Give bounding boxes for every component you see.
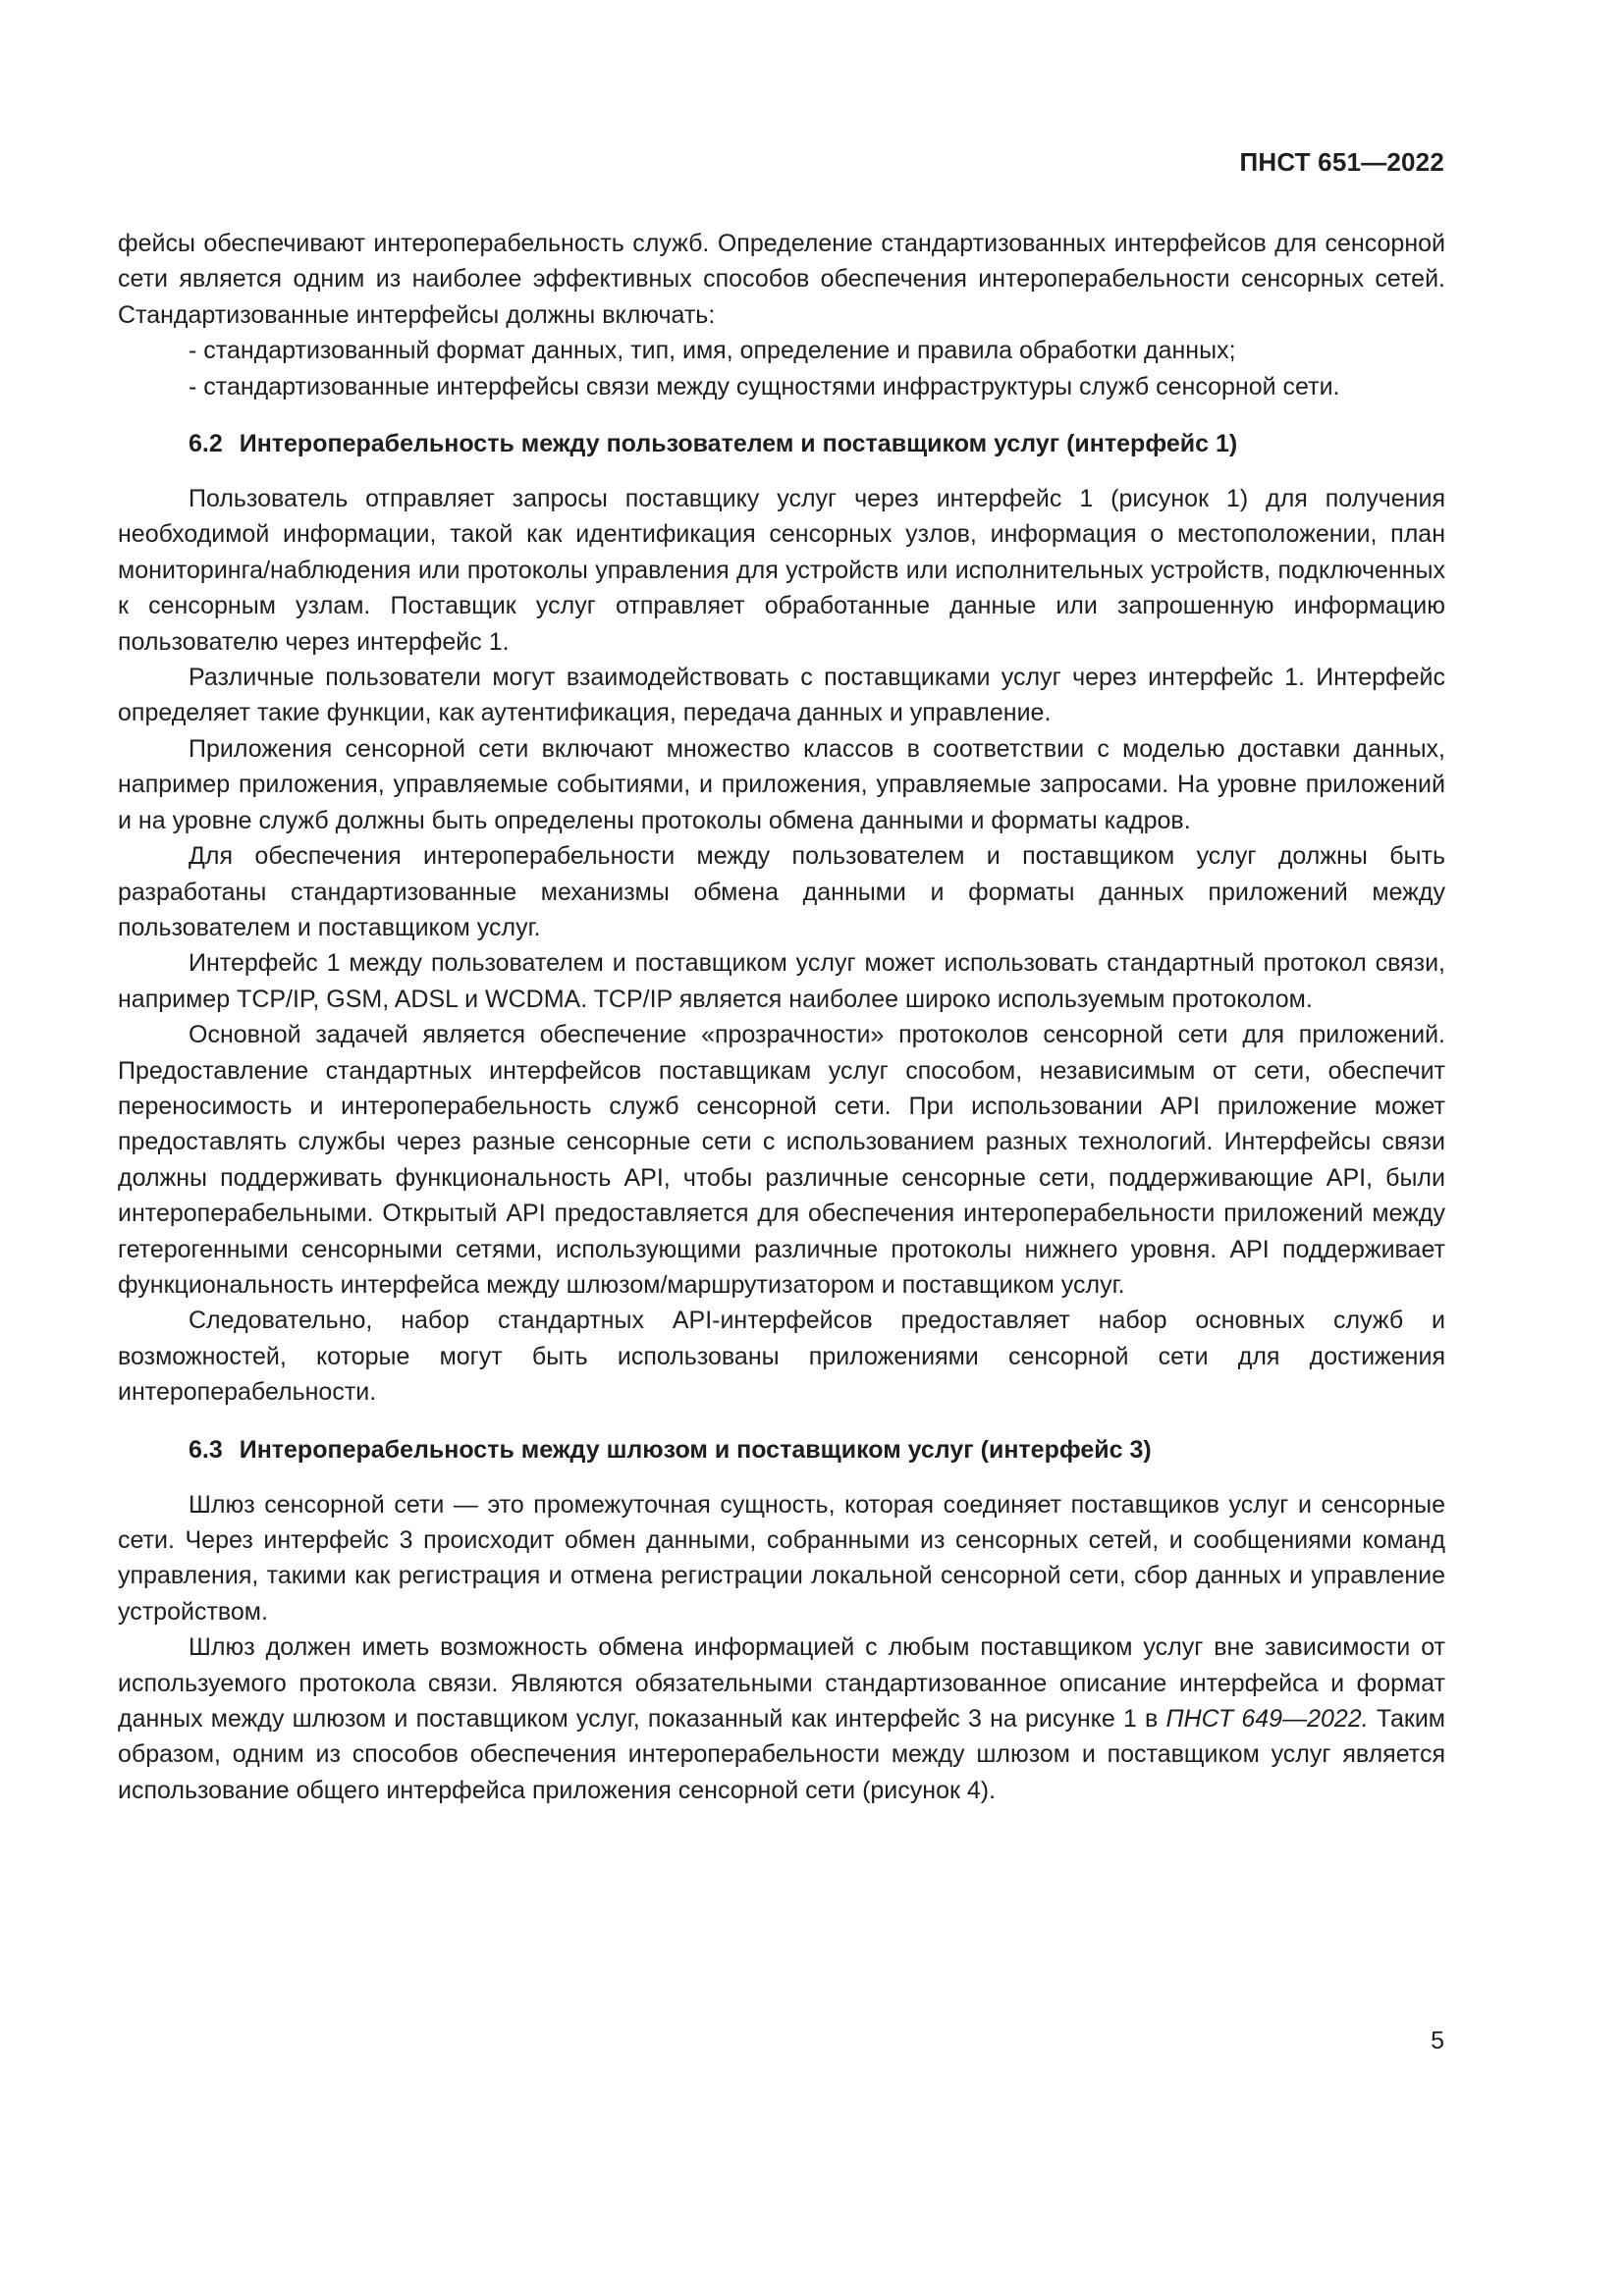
bullet-item: - стандартизованные интерфейсы связи между сущностями инфраструктуры служб сенсорной сети. — [189, 372, 1340, 400]
body-paragraph: Шлюз сенсорной сети — это промежуточная сущность, которая соединяет поставщиков услуг и сенсорные сети. Через интерфейс 3 происходит обмен данными, собранными из сенсорных сетей, и сообщениями команд управления, такими как регистрация и отмена регистрации локальной сенсорной сети, сбор данных и управление устройством. — [118, 1490, 1445, 1626]
intro-paragraph: фейсы обеспечивают интероперабельность служб. Определение стандартизованных интерфейсов для сенсорной сети является одним из наиболее эффективных способов обеспечения интероперабельности сенсорных сетей. Стандартизованные интерфейсы должны включать: — [118, 230, 1445, 329]
body-paragraph: Следовательно, набор стандартных API-интерфейсов предоставляет набор основных служб и возможностей, которые могут быть использованы приложениями сенсорной сети для достижения интероперабельности. — [118, 1307, 1445, 1407]
body-paragraph: Основной задачей является обеспечение «прозрачности» протоколов сенсорной сети для приложений. Предоставление стандартных интерфейсов поставщикам услуг способом, независимым от сети, обеспечит переносимость и интероперабельность служб сенсорной сети. При использовании API приложение может предоставлять службы через разные сенсорные сети с использованием разных технологий. Интерфейсы связи должны поддерживать функциональность API, чтобы различные сенсорные сети, поддерживающие API, были интероперабельными. Открытый API предоставляется для обеспечения интероперабельности приложений между гетерогенными сенсорными сетями, использующими различные протоколы нижнего уровня. API поддерживает функциональность интерфейса между шлюзом/маршрутизатором и поставщиком услуг. — [118, 1021, 1445, 1299]
section-heading-6-2 — [118, 426, 1445, 461]
body-paragraph: Интерфейс 1 между пользователем и поставщиком услуг может использовать стандартный протокол связи, например TCP/IP, GSM, ADSL и WCDMA. TCP/IP является наиболее широко используемым протоколом. — [118, 949, 1445, 1013]
section-heading-6-3 — [118, 1432, 1445, 1468]
body-paragraph — [118, 1629, 1445, 1808]
section-title: Интероперабельность между шлюзом и поставщиком услуг (интерфейс 3) — [239, 1435, 1152, 1464]
body-paragraph: Для обеспечения интероперабельности между пользователем и поставщиком услуг должны быть разработаны стандартизованные механизмы обмена данными и форматы данных приложений между пользователем и поставщиком услуг. — [118, 842, 1445, 941]
page-number: 5 — [1431, 2027, 1444, 2055]
section-number: 6.3 — [189, 1435, 223, 1464]
section-number: 6.2 — [189, 430, 223, 458]
body-paragraph: Различные пользователи могут взаимодействовать с поставщиками услуг через интерфейс 1. Интерфейс определяет такие функции, как аутентификация, передача данных и управление. — [118, 664, 1445, 727]
paragraph-text: Таким образом, одним из способов обеспечения интероперабельности между шлюзом и поставщиком услуг является использование общего интерфейса приложения сенсорной сети (рисунок 4). — [118, 1705, 1445, 1804]
section-title: Интероперабельность между пользователем и поставщиком услуг (интерфейс 1) — [239, 430, 1238, 458]
paragraph-text: Шлюз должен иметь возможность обмена информацией с любым поставщиком услуг вне зависимости от используемого протокола связи. Являются обязательными стандартизованное описание интерфейса и формат данных между шлюзом и поставщиком услуг, показанный как интерфейс 3 на рисунке 1 в — [118, 1633, 1445, 1734]
body-paragraph: Пользователь отправляет запросы поставщику услуг через интерфейс 1 (рисунок 1) для получения необходимой информации, такой как идентификация сенсорных узлов, информация о местоположении, план мониторинга/наблюдения или протоколы управления для устройств или исполнительных устройств, подключенных к сенсорным узлам. Поставщик услуг отправляет обработанные данные или запрошенную информацию пользователю через интерфейс 1. — [118, 485, 1445, 656]
document-code: ПНСТ 651—2022 — [1239, 147, 1444, 177]
standard-reference: ПНСТ 649—2022. — [1165, 1705, 1369, 1734]
body-paragraph: Приложения сенсорной сети включают множество классов в соответствии с моделью доставки данных, например приложения, управляемые событиями, и приложения, управляемые запросами. На уровне приложений и на уровне служб должны быть определены протоколы обмена данными и форматы кадров. — [118, 734, 1445, 834]
page-content — [118, 226, 1445, 1808]
bullet-item: - стандартизованный формат данных, тип, имя, определение и правила обработки данных; — [189, 337, 1236, 365]
